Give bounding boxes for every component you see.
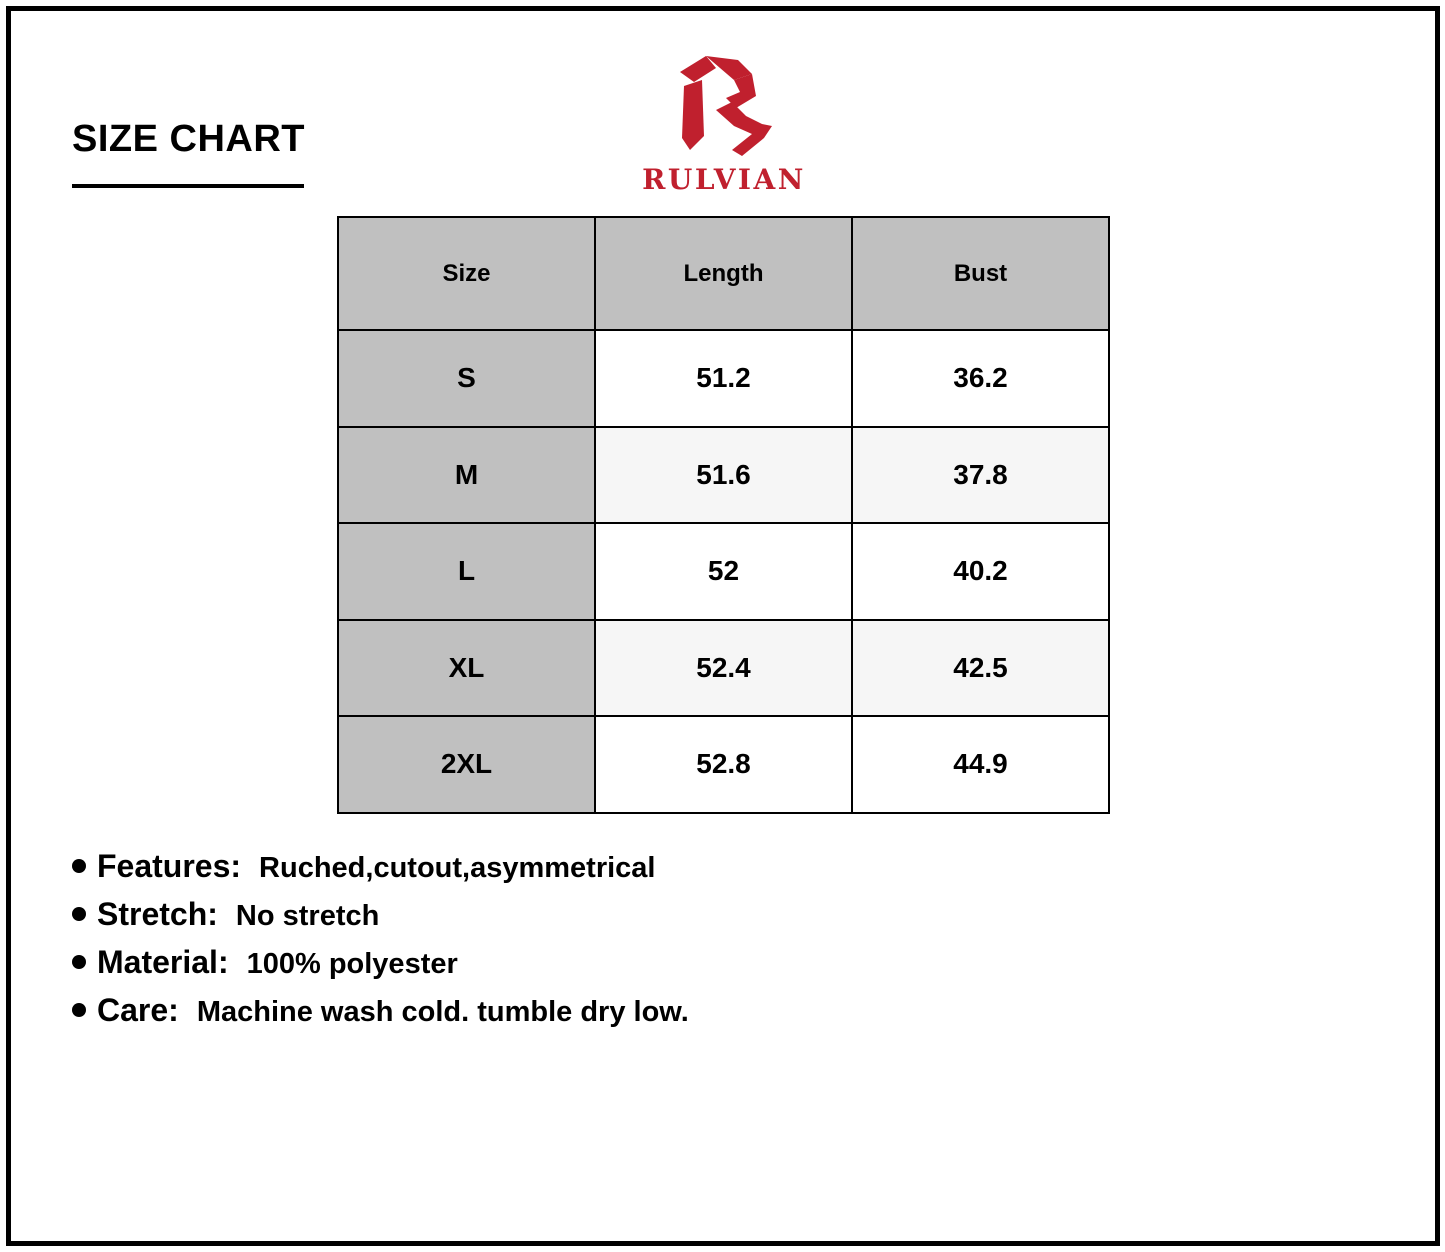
title-underline (72, 184, 304, 188)
size-table (337, 216, 1110, 814)
brand-logo (626, 50, 822, 200)
bust-cell: 40.2 (852, 523, 1109, 620)
brand-name: RULVIAN (642, 163, 806, 196)
size-cell: 2XL (338, 716, 595, 813)
bullet-icon (72, 859, 86, 873)
spec-label: Material: (97, 944, 229, 980)
spec-stretch (72, 896, 689, 944)
size-cell: M (338, 427, 595, 524)
bullet-icon (72, 1003, 86, 1017)
spec-value: Ruched,cutout,asymmetrical (259, 852, 656, 884)
length-cell: 51.6 (595, 427, 852, 524)
size-cell: S (338, 330, 595, 427)
header-bust: Bust (852, 217, 1109, 330)
length-cell: 52 (595, 523, 852, 620)
spec-label: Stretch: (97, 896, 218, 932)
bullet-icon (72, 907, 86, 921)
spec-label: Features: (97, 848, 242, 884)
bust-cell: 42.5 (852, 620, 1109, 717)
logo-r-mark-icon (676, 52, 772, 162)
size-cell: XL (338, 620, 595, 717)
spec-value: No stretch (235, 900, 380, 932)
bust-cell: 44.9 (852, 716, 1109, 813)
length-cell: 52.4 (595, 620, 852, 717)
table-row (338, 620, 1109, 717)
length-cell: 51.2 (595, 330, 852, 427)
bust-cell: 37.8 (852, 427, 1109, 524)
bullet-icon (72, 955, 86, 969)
table-row (338, 716, 1109, 813)
table-header-row (338, 217, 1109, 330)
table-row (338, 427, 1109, 524)
table-row (338, 523, 1109, 620)
spec-value: Machine wash cold. tumble dry low. (196, 996, 689, 1028)
table-row (338, 330, 1109, 427)
spec-care (72, 992, 689, 1040)
spec-label: Care: (97, 992, 179, 1028)
size-cell: L (338, 523, 595, 620)
spec-material (72, 944, 689, 992)
product-specs (72, 848, 689, 1040)
page-title: SIZE CHART (72, 118, 305, 160)
bust-cell: 36.2 (852, 330, 1109, 427)
spec-features (72, 848, 689, 896)
spec-value: 100% polyester (246, 948, 458, 980)
header-size: Size (338, 217, 595, 330)
header-length: Length (595, 217, 852, 330)
length-cell: 52.8 (595, 716, 852, 813)
